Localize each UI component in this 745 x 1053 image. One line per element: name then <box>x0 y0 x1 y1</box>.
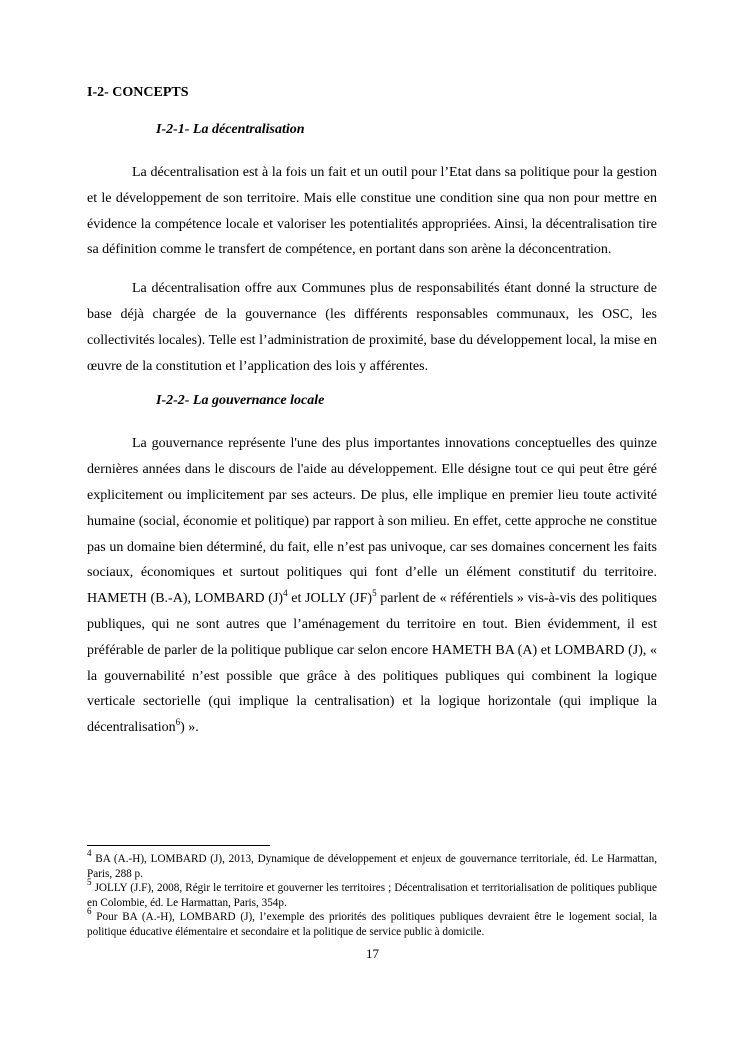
paragraph-3-part-c: parlent de « référentiels » vis-à-vis des politiques publiques, qui ne sont autres que l’aménagement du territoire en tout. Bien évidemment, il est préférable de parler de la politique publique car selon encore HAMETH BA (A) et LOMBARD (J), « la gouvernabilité n’est possible que grâce à des politiques publiques qui combinent la logique verticale sectorielle (qui implique la centralisation) et la logique horizontale (qui implique la décentralisation <box>87 591 657 736</box>
footnote-separator <box>87 845 270 846</box>
paragraph-2: La décentralisation offre aux Communes plus de responsabilités étant donné la structure de base déjà chargée de la gouvernance (les différents responsables communaux, les OSC, les collectivités locales). Telle est l’administration de proximité, base du développement local, la mise en œuvre de la constitution et l’application des lois y afférentes. <box>87 281 657 374</box>
footnote-4 <box>87 848 657 881</box>
paragraph-1: La décentralisation est à la fois un fait et un outil pour l’Etat dans sa politique pour la gestion et le développement de son territoire. Mais elle constitue une condition sine qua non pour mettre en évidence la compétence locale et valoriser les potentialités appropriées. Ainsi, la décentralisation tire sa définition comme le transfert de compétence, en portant dans son arène la déconcentration. <box>87 165 657 258</box>
footnote-number: 5 <box>87 877 92 888</box>
footnote-ref-6: 6 <box>175 717 181 728</box>
subsection-title-decentralisation: I-2-1- La décentralisation <box>156 122 305 137</box>
footnote-5 <box>87 877 657 910</box>
footnote-text: JOLLY (J.F), 2008, Régir le territoire et gouverner les territoires ; Décentralisation et territorialisation de politiques publique en Colombie, éd. Le Harmattan, Paris, 354p. <box>87 882 657 909</box>
paragraph-3-part-b: et JOLLY (JF) <box>287 591 373 607</box>
footnote-text: Pour BA (A.-H), LOMBARD (J), l’exemple des priorités des politiques publiques devraient être le logement social, la politique éducative élémentaire et secondaire et la politique de service public à domicile. <box>87 911 657 938</box>
subsection-title-gouvernance: I-2-2- La gouvernance locale <box>156 393 325 409</box>
footnote-number: 4 <box>87 848 92 858</box>
footnote-number: 6 <box>87 906 92 917</box>
paragraph-3-part-d: ) ». <box>180 720 199 736</box>
footnotes <box>87 848 657 940</box>
section-title: I-2- CONCEPTS <box>87 85 189 100</box>
footnote-text: BA (A.-H), LOMBARD (J), 2013, Dynamique de développement et enjeux de gouvernance territoriale, éd. Le Harmattan, Paris, 288 p. <box>87 853 657 880</box>
paragraph-3 <box>87 431 657 741</box>
paragraph-3-part-a: La gouvernance représente l'une des plus importantes innovations conceptuelles des quinze dernières années dans le discours de l'aide au développement. Elle désigne tout ce qui peut être géré explicitement ou implicitement par ses acteurs. De plus, elle implique en premier lieu toute activité humaine (social, économie et politique) par rapport à son milieu. En effet, cette approche ne constitue pas un domaine bien déterminé, du fait, elle n’est pas univoque, car ses domaines concernent les faits sociaux, économiques et surtout politiques qui font d’elle un élément constitutif du territoire. HAMETH (B.-A), LOMBARD (J) <box>87 436 657 607</box>
page-body <box>87 84 657 754</box>
footnote-6 <box>87 906 657 939</box>
page-number: 17 <box>366 946 379 961</box>
footnote-ref-5: 5 <box>372 588 377 599</box>
footnote-ref-4: 4 <box>283 588 288 599</box>
